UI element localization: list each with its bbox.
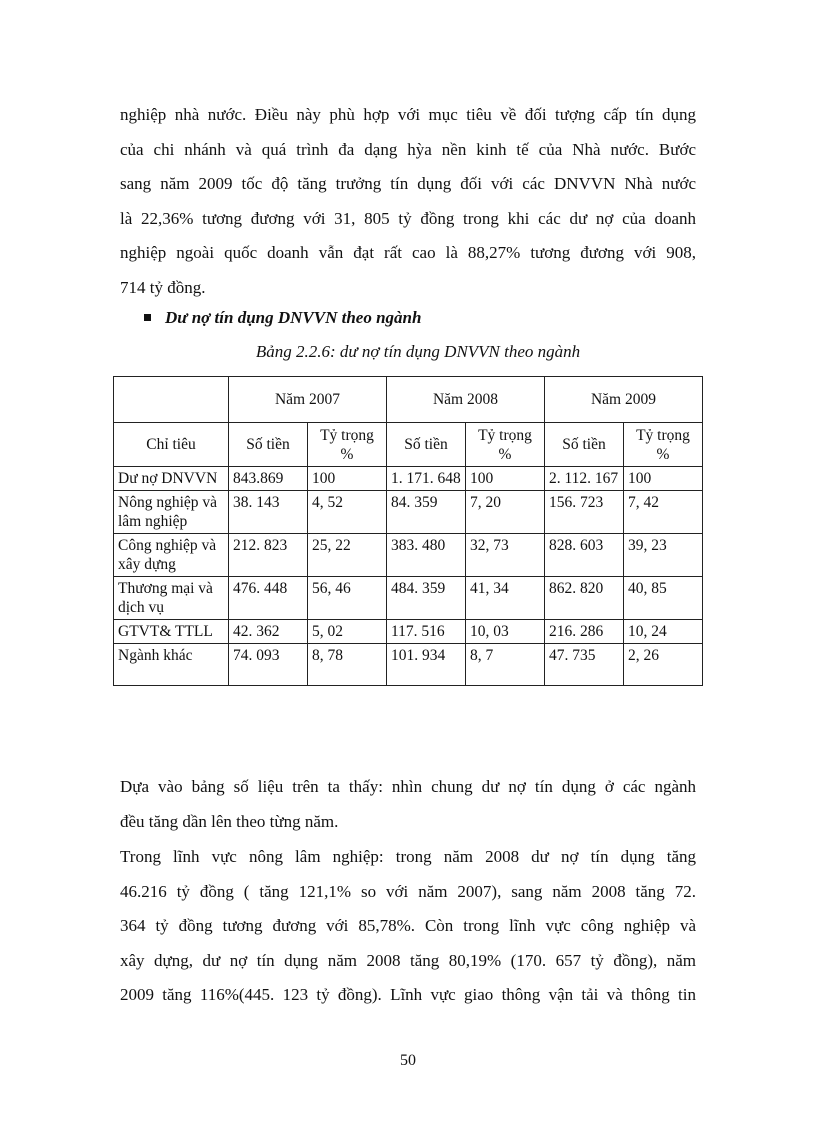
year-header: Năm 2007 [229, 377, 387, 423]
table-cell: 216. 286 [545, 620, 624, 644]
table-row [114, 620, 703, 644]
table-cell: 56, 46 [308, 577, 387, 620]
table-cell: 476. 448 [229, 577, 308, 620]
square-bullet-icon [144, 314, 151, 321]
indicator-header: Chỉ tiêu [114, 423, 229, 467]
text-line: đều tăng dần lên theo từng năm. [120, 811, 339, 831]
table-cell: 2. 112. 167 [545, 467, 624, 491]
table-cell: 100 [308, 467, 387, 491]
detail-paragraph [120, 840, 696, 1013]
table-cell: 862. 820 [545, 577, 624, 620]
row-label: Ngành khác [114, 644, 229, 686]
table-cell: 843.869 [229, 467, 308, 491]
table-cell: 5, 02 [308, 620, 387, 644]
table-cell: 39, 23 [624, 534, 703, 577]
table-cell: 7, 42 [624, 491, 703, 534]
table-row [114, 644, 703, 686]
text-line: 46.216 tỷ đồng ( tăng 121,1% so với năm 2007), sang năm 2008 tăng 72. [120, 881, 696, 901]
table-cell: 74. 093 [229, 644, 308, 686]
table-row [114, 467, 703, 491]
text-line: nghiệp ngoài quốc doanh vẫn đạt rất cao là 88,27% tương đương với 908, [120, 243, 696, 262]
page-number: 50 [400, 1052, 416, 1069]
table-cell: 4, 52 [308, 491, 387, 534]
text-line: xây dựng, dư nợ tín dụng năm 2008 tăng 80,19% (170. 657 tỷ đồng), năm [120, 950, 696, 970]
section-heading [144, 308, 421, 328]
table-row [114, 491, 703, 534]
table-cell: 117. 516 [387, 620, 466, 644]
table-cell: 2, 26 [624, 644, 703, 686]
text-line: 2009 tăng 116%(445. 123 tỷ đồng). Lĩnh vực giao thông vận tải và thông tin [120, 985, 696, 1004]
table-cell: 484. 359 [387, 577, 466, 620]
table-cell: 10, 24 [624, 620, 703, 644]
table-cell: 84. 359 [387, 491, 466, 534]
table-cell: 38. 143 [229, 491, 308, 534]
table-cell: 40, 85 [624, 577, 703, 620]
table-cell: 1. 171. 648 [387, 467, 466, 491]
year-header: Năm 2009 [545, 377, 703, 423]
row-label: Nông nghiệp và lâm nghiệp [114, 491, 229, 534]
year-header: Năm 2008 [387, 377, 545, 423]
table-header-row [114, 377, 703, 423]
share-header: Tỷ trọng % [466, 423, 545, 467]
amount-header: Số tiền [545, 423, 624, 467]
row-label: GTVT& TTLL [114, 620, 229, 644]
table-corner-cell [114, 377, 229, 423]
text-line: nghiệp nhà nước. Điều này phù hợp với mục tiêu về đối tượng cấp tín dụng [120, 105, 696, 124]
row-label: Công nghiệp và xây dựng [114, 534, 229, 577]
table-cell: 47. 735 [545, 644, 624, 686]
row-label: Thương mại và dịch vụ [114, 577, 229, 620]
table-cell: 156. 723 [545, 491, 624, 534]
text-line: sang năm 2009 tốc độ tăng trưởng tín dụng đối với các DNVVN Nhà nước [120, 174, 696, 193]
table-cell: 828. 603 [545, 534, 624, 577]
table-cell: 101. 934 [387, 644, 466, 686]
table-cell: 100 [466, 467, 545, 491]
table-cell: 7, 20 [466, 491, 545, 534]
table-cell: 32, 73 [466, 534, 545, 577]
share-header: Tỷ trọng % [308, 423, 387, 467]
table-cell: 8, 78 [308, 644, 387, 686]
text-line: 714 tỷ đồng. [120, 277, 206, 297]
intro-paragraph [120, 98, 696, 305]
share-header: Tỷ trọng % [624, 423, 703, 467]
text-line: là 22,36% tương đương với 31, 805 tỷ đồng trong khi các dư nợ của doanh [120, 208, 696, 228]
table-caption: Bảng 2.2.6: dư nợ tín dụng DNVVN theo ngành [255, 342, 581, 361]
text-line: 364 tỷ đồng tương đương với 85,78%. Còn trong lĩnh vực công nghiệp và [120, 916, 696, 935]
text-line: Dựa vào bảng số liệu trên ta thấy: nhìn chung dư nợ tín dụng ở các ngành [120, 777, 696, 796]
table-cell: 25, 22 [308, 534, 387, 577]
table-cell: 100 [624, 467, 703, 491]
row-label: Dư nợ DNVVN [114, 467, 229, 491]
text-line: của chi nhánh và quá trình đa dạng hỳa nền kinh tế của Nhà nước. Bước [120, 139, 696, 159]
credit-by-sector-table [113, 376, 703, 686]
table-cell: 212. 823 [229, 534, 308, 577]
text-line: Trong lĩnh vực nông lâm nghiệp: trong năm 2008 dư nợ tín dụng tăng [120, 847, 696, 866]
table-row [114, 577, 703, 620]
table-subheader-row [114, 423, 703, 467]
table-cell: 8, 7 [466, 644, 545, 686]
table-cell: 41, 34 [466, 577, 545, 620]
amount-header: Số tiền [387, 423, 466, 467]
table-cell: 10, 03 [466, 620, 545, 644]
amount-header: Số tiền [229, 423, 308, 467]
table-cell: 42. 362 [229, 620, 308, 644]
table-cell: 383. 480 [387, 534, 466, 577]
analysis-paragraph [120, 770, 696, 839]
section-heading-text: Dư nợ tín dụng DNVVN theo ngành [165, 308, 422, 327]
table-row [114, 534, 703, 577]
